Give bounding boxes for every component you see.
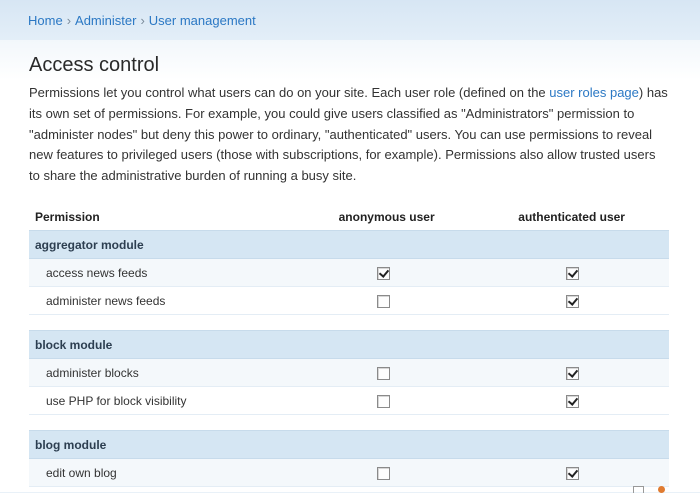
authenticated-checkbox-cell	[474, 259, 669, 287]
permission-row	[29, 459, 669, 487]
user-roles-page-link[interactable]: user roles page	[549, 85, 639, 100]
authenticated-permission-checkbox[interactable]	[566, 267, 579, 280]
anonymous-permission-checkbox[interactable]	[377, 467, 390, 480]
authenticated-permission-checkbox[interactable]	[566, 467, 579, 480]
anonymous-checkbox-cell	[299, 259, 474, 287]
anonymous-permission-checkbox[interactable]	[377, 395, 390, 408]
module-name: block module	[29, 331, 669, 359]
permission-label: administer news feeds	[29, 287, 299, 315]
anonymous-permission-checkbox[interactable]	[377, 367, 390, 380]
module-row	[29, 231, 669, 259]
breadcrumb-bar	[0, 0, 700, 41]
permission-label: use PHP for block visibility	[29, 387, 299, 415]
breadcrumb-separator: ›	[140, 13, 145, 28]
intro-text-part: Permissions let you control what users can do on your site. Each user role (defined on the	[29, 85, 550, 100]
spacer-cell	[29, 415, 669, 431]
header-authenticated-user: authenticated user	[518, 210, 625, 224]
anonymous-checkbox-cell	[299, 459, 474, 487]
permission-row	[29, 287, 669, 315]
module-row	[29, 331, 669, 359]
anonymous-permission-checkbox[interactable]	[377, 267, 390, 280]
bottom-edge-glyphs	[633, 486, 673, 492]
module-name: blog module	[29, 431, 669, 459]
permission-label: edit own blog	[29, 459, 299, 487]
header-anonymous-user: anonymous user	[338, 210, 435, 224]
anonymous-permission-checkbox[interactable]	[377, 295, 390, 308]
permission-label: access news feeds	[29, 259, 299, 287]
permission-row	[29, 387, 669, 415]
authenticated-permission-checkbox[interactable]	[566, 395, 579, 408]
intro-text-part: ) has its own set of permissions. For example, you could give users classified as "Administrators" permission to "administer nodes" but deny this power to ordinary, "authenticated" users. You can use permissions to reveal new features to privileged users (those with subscriptions, for example). Permissions also allow trusted users to share the administrative burden of running a busy site.	[29, 85, 668, 184]
intro-text	[29, 83, 669, 187]
authenticated-checkbox-cell	[474, 459, 669, 487]
anonymous-checkbox-cell	[299, 359, 474, 387]
table-header-row	[29, 204, 669, 231]
anonymous-checkbox-cell	[299, 287, 474, 315]
authenticated-checkbox-cell	[474, 387, 669, 415]
breadcrumb-user-management-link[interactable]: User management	[148, 13, 256, 28]
module-name: aggregator module	[29, 231, 669, 259]
anonymous-checkbox-cell	[299, 387, 474, 415]
authenticated-permission-checkbox[interactable]	[566, 367, 579, 380]
authenticated-permission-checkbox[interactable]	[566, 295, 579, 308]
authenticated-checkbox-cell	[474, 359, 669, 387]
permissions-table-body	[29, 231, 669, 487]
module-spacer	[29, 315, 669, 331]
permission-label: administer blocks	[29, 359, 299, 387]
header-permission: Permission	[35, 210, 100, 224]
breadcrumb-separator: ›	[66, 13, 72, 28]
permissions-table	[29, 204, 669, 487]
spacer-cell	[29, 315, 669, 331]
breadcrumb-home-link[interactable]: Home	[28, 13, 63, 28]
page-title: Access control	[29, 54, 160, 76]
permission-row	[29, 359, 669, 387]
module-row	[29, 431, 669, 459]
breadcrumb	[28, 13, 256, 28]
breadcrumb-administer-link[interactable]: Administer	[75, 13, 137, 28]
permission-row	[29, 259, 669, 287]
module-spacer	[29, 415, 669, 431]
authenticated-checkbox-cell	[474, 287, 669, 315]
main-content	[0, 40, 700, 492]
